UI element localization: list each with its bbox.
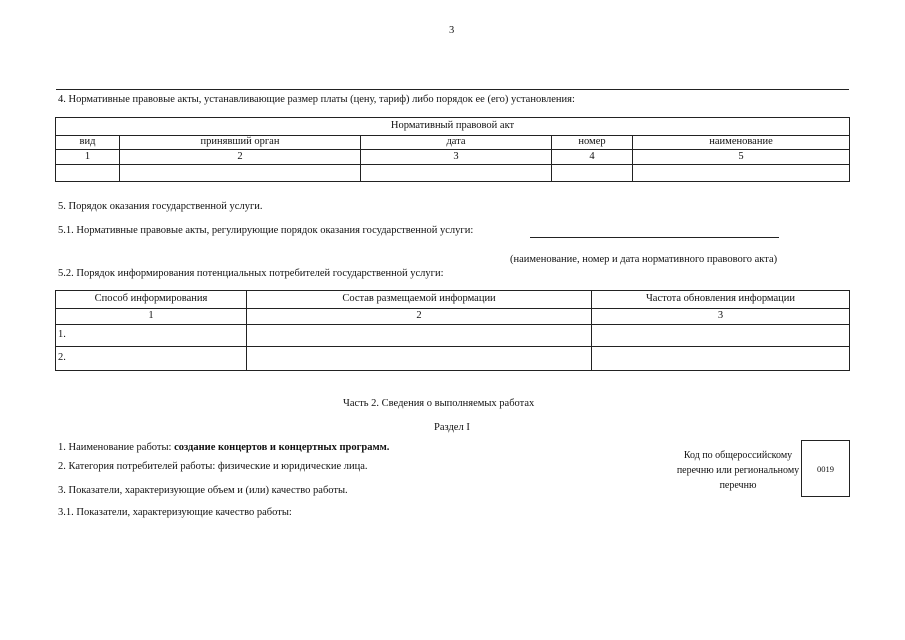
- number-cell: 5: [633, 150, 850, 165]
- table-header-row: [56, 136, 850, 150]
- top-rule: [56, 89, 849, 90]
- consumer-category: 2. Категория потребителей работы: физические и юридические лица.: [58, 461, 368, 472]
- empty-cell: [592, 325, 850, 347]
- section51-note: (наименование, номер и дата нормативного правового акта): [510, 254, 778, 265]
- row-label-cell: 1.: [56, 325, 247, 347]
- work-name-value: создание концертов и концертных программ.: [174, 442, 390, 453]
- table-header-row: [56, 291, 850, 309]
- number-cell: 1: [56, 150, 120, 165]
- info-methods-table: [55, 290, 850, 371]
- header-cell: Частота обновления информации: [592, 291, 850, 309]
- table-number-row: [56, 309, 850, 325]
- header-cell: дата: [361, 136, 552, 150]
- table-group-header-row: [56, 118, 850, 136]
- section51-underline: [530, 237, 779, 238]
- table-row: [56, 325, 850, 347]
- number-cell: 2: [247, 309, 592, 325]
- razdel-title: Раздел I: [434, 422, 470, 433]
- section51-text: 5.1. Нормативные правовые акты, регулирующие порядок оказания государственной услуги:: [58, 225, 474, 236]
- header-cell: Способ информирования: [56, 291, 247, 309]
- header-cell: номер: [552, 136, 633, 150]
- empty-cell: [120, 165, 361, 182]
- empty-cell: [552, 165, 633, 182]
- header-cell: принявший орган: [120, 136, 361, 150]
- number-cell: 3: [361, 150, 552, 165]
- section4-title: 4. Нормативные правовые акты, устанавливающие размер платы (цену, тариф) либо порядок ее (его) установления:: [58, 94, 575, 105]
- code-box: 0019: [801, 440, 850, 497]
- number-cell: 1: [56, 309, 247, 325]
- empty-cell: [361, 165, 552, 182]
- header-cell: наименование: [633, 136, 850, 150]
- part2-title: Часть 2. Сведения о выполняемых работах: [343, 398, 535, 409]
- empty-cell: [592, 347, 850, 371]
- table-row: [56, 165, 850, 182]
- empty-cell: [247, 347, 592, 371]
- header-cell: вид: [56, 136, 120, 150]
- quality-indicators-text: 3.1. Показатели, характеризующие качество работы:: [58, 507, 292, 518]
- indicators-text: 3. Показатели, характеризующие объем и (или) качество работы.: [58, 485, 348, 496]
- row-label-cell: 2.: [56, 347, 247, 371]
- section52-text: 5.2. Порядок информирования потенциальных потребителей государственной услуги:: [58, 268, 444, 279]
- legal-acts-table: [55, 117, 850, 182]
- page-number: 3: [449, 25, 455, 36]
- number-cell: 4: [552, 150, 633, 165]
- number-cell: 3: [592, 309, 850, 325]
- group-header-cell: Нормативный правовой акт: [56, 118, 850, 136]
- header-cell: Состав размещаемой информации: [247, 291, 592, 309]
- work-name-label: 1. Наименование работы:: [58, 442, 175, 453]
- table-number-row: [56, 150, 850, 165]
- table-row: [56, 347, 850, 371]
- empty-cell: [247, 325, 592, 347]
- code-label: Код по общероссийскому перечню или региональному перечню: [676, 450, 800, 491]
- work-name-line: [58, 442, 389, 453]
- empty-cell: [633, 165, 850, 182]
- number-cell: 2: [120, 150, 361, 165]
- empty-cell: [56, 165, 120, 182]
- section5-title: 5. Порядок оказания государственной услуги.: [58, 201, 263, 212]
